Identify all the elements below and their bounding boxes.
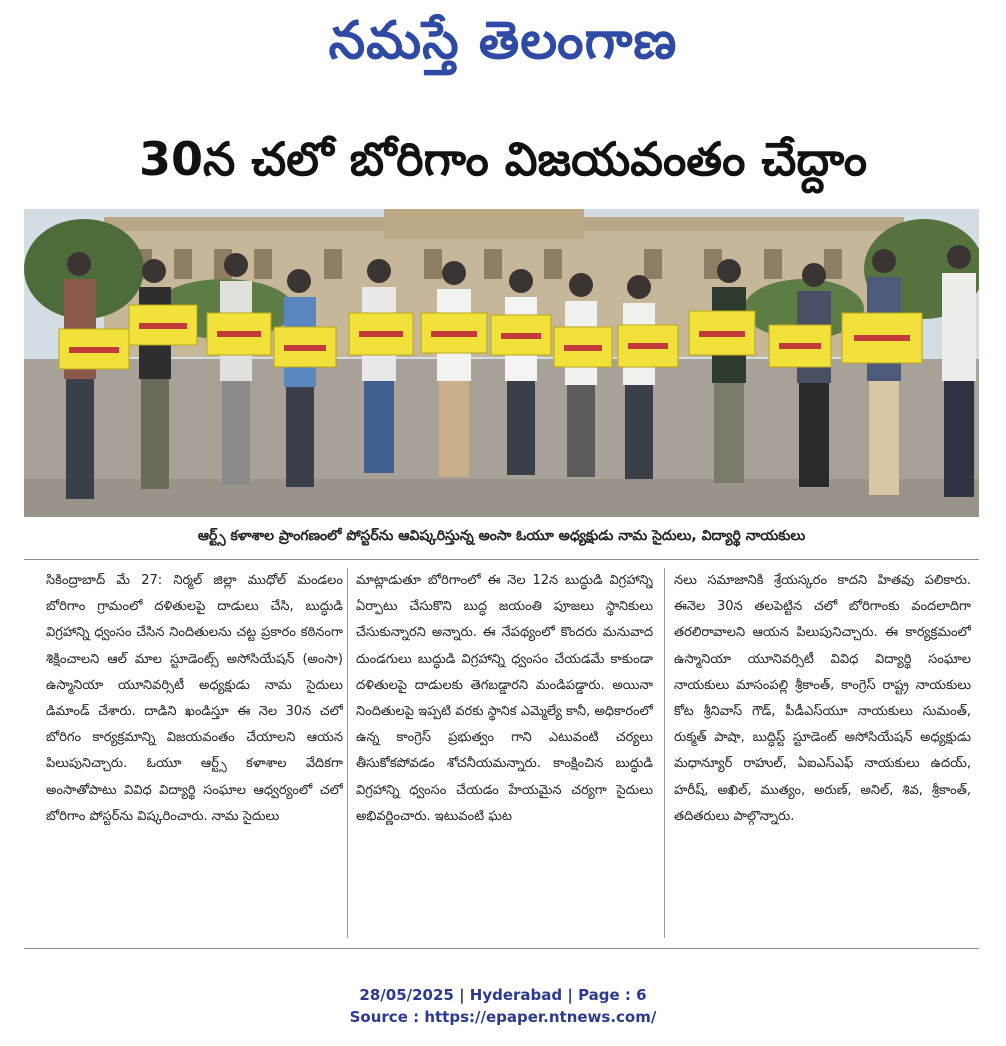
article-column-3: నలు సమాజానికి శ్రేయస్కరం కాదని హితవు పలికారు. ఈనెల 30న తలపెట్టిన చలో బోరిగాంకు వందలాదిగా తరలిరావాలని ఆయన పిలుపునిచ్చారు. ఈ కార్యక్రమంలో ఉస్మానియా యూనివర్సిటీ వివిధ విద్యార్థి సంఘాల నాయకులు మాసంపల్లి శ్రీకాంత్, కాంగ్రెస్ రాష్ట్ర నాయకులు కోట శ్రీనివాస్ గౌడ్, పీడీఎస్‌యూ నాయకులు సుమంత్, రుక్మత్ పాషా, బుద్ధిస్ట్ స్టూడెంట్ అసోసియేషన్ అధ్యక్షుడు మధాన్యూర్ రాహుల్, ఏఐఎస్ఎఫ్ నాయకులు ఉదయ్, హరీష్, అఖిల్, ముత్యం, అరుణ్, అనిల్, శివ, శ్రీకాంత్, తదితరులు పాల్గొన్నారు. <box>674 573 971 824</box>
article-column-2: మాట్లాడుతూ బోరిగాంలో ఈ నెల 12న బుద్ధుడి విగ్రహాన్ని ఏర్పాటు చేసుకొని బుద్ధ జయంతి పూజలు స్థానికులు చేసుకున్నారని అన్నారు. ఈ నేపథ్యంలో కొందరు మనువాద దుండగులు బుద్ధుడి విగ్రహాన్ని ధ్వంసం చేయడమే కాకుండా దళితులపై దాడులకు తెగబడ్డారని మండిపడ్డారు. అయినా నిందితులపై ఇప్పటి వరకు స్థానిక ఎమ్మెల్యే కానీ, అధికారంలో ఉన్న కాంగ్రెస్ ప్రభుత్వం గాని ఎటువంటి చర్యలు తీసుకోకపోవడం శోచనీయమన్నారు. కాంక్షించిన బుద్ధుడి విగ్రహాన్ని ధ్వంసం చేయడం హేయమైన చర్యగా సైదులు అభివర్ణించారు. ఇటువంటి ఘట <box>356 573 653 824</box>
footer-divider <box>24 948 979 949</box>
group-photo-illustration <box>24 209 979 517</box>
news-photo <box>24 209 979 517</box>
masthead-title: నమస్తే తెలంగాణ <box>328 11 678 71</box>
caption-divider <box>24 559 979 560</box>
column-divider-2 <box>664 568 665 938</box>
footer-dateline: 28/05/2025 | Hyderabad | Page : 6 <box>359 986 647 1004</box>
footer-source[interactable]: Source : https://epaper.ntnews.com/ <box>349 1008 657 1026</box>
photo-caption: ఆర్ట్స్ కళాశాల ప్రాంగణంలో పోస్టర్‌ను ఆవిష్కరిస్తున్న అంసా ఓయూ అధ్యక్షుడు నామ సైదులు, విద్యార్థి నాయకులు <box>197 528 806 544</box>
article-headline: 30న చలో బోరిగాం విజయవంతం చేద్దాం <box>138 132 868 186</box>
article-column-1: సికింద్రాబాద్ మే 27: నిర్మల్ జిల్లా ముధోల్ మండలం బోరిగాం గ్రామంలో దళితులపై దాడులు చేసి, బుద్ధుడి విగ్రహాన్ని ధ్వంసం చేసిన నిందితులను చట్ట ప్రకారం కఠినంగా శిక్షించాలని ఆల్ మాల స్టూడెంట్స్ అసోసియేషన్ (అంసా) ఉస్మానియా యూనివర్సిటీ అధ్యక్షుడు నామ సైదులు డిమాండ్ చేశారు. దాడిని ఖండిస్తూ ఈ నెల 30న చలో బోరిగం కార్యక్రమాన్ని విజయవంతం చేయాలని ఆయన పిలుపునిచ్చారు. ఓయూ ఆర్ట్స్ కళాశాల వేదికగా అంసాతోపాటు వివిధ విద్యార్థి సంఘాల ఆధ్వర్యంలో చలో బోరిగాం పోస్టర్‌ను విష్కరించారు. నామ సైదులు <box>46 573 343 824</box>
column-divider-1 <box>347 568 348 938</box>
